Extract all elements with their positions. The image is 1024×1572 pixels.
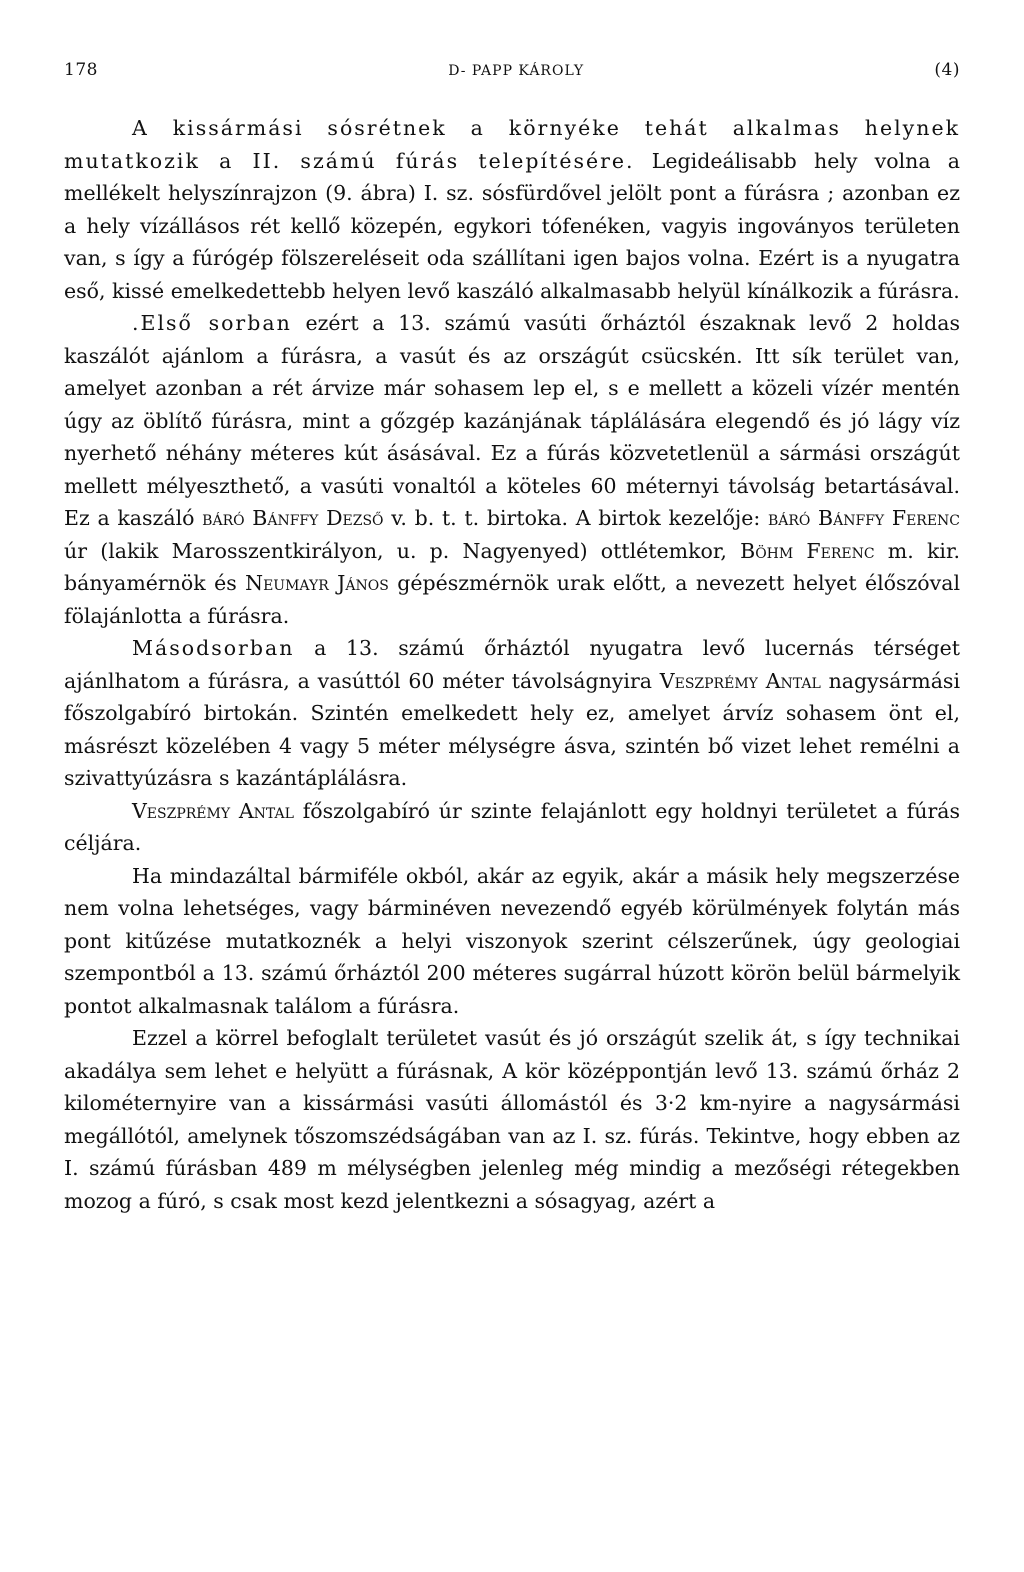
- body-text: [64, 112, 960, 1217]
- paragraph-text: ezért a 13. számú vasúti őrháztól északnak levő 2 holdas kaszálót ajánlom a fúrásra, a vasút és az országút csücskén. Itt sík terület van, amelyet azonban a rét árvize már sohasem lep el, s e mellett a közeli vízér mentén úgy az öblítő fúrásra, mint a gőzgép kazánjának táplálására elegendő és jó lágy víz nyerhető néhány méteres kút ásásával. Ez a fúrás közvetetlenül a sármási országút mellett mélyeszthető, a vasúti vonaltól a köteles 60 méternyi távolság betartásával. Ez a kaszáló: [64, 311, 960, 530]
- paragraph-text: úr (lakik Marosszentkirályon, u. p. Nagyenyed) ottlétemkor,: [64, 538, 741, 563]
- paragraph-text: Legideálisabb hely volna a mellékelt helyszínrajzon (9. ábra) I. sz. sósfürdővel jelölt pont a fúrásra ; azonban ez a hely vízállásos rét kellő közepén, egykori tófenéken, vagyis ingoványos területen van, s így a fúrógép fölszereléseit oda szállítani igen bajos volna. Ezért is a nyugatra eső, kissé emelkedettebb helyen levő kaszáló alkalmasabb helyül kínálkozik a fúrásra.: [64, 148, 961, 303]
- paragraph: [64, 632, 960, 795]
- person-name: Neumayr János: [245, 571, 389, 595]
- person-name: báró Bánffy Dezső: [202, 506, 384, 530]
- paragraph-text: a 13. számú őrháztól nyugatra levő lucernás térséget ajánlhatom a fúrásra, a vasúttól 60 méter távolságnyira: [64, 636, 960, 693]
- paragraph: [64, 795, 960, 860]
- paragraph: [64, 307, 960, 632]
- paragraph-text: m. kir. bányamérnök és: [64, 538, 961, 595]
- section-number: (4): [934, 60, 960, 80]
- paragraph-text: Ezzel a körrel befoglalt területet vasút és jó országút szelik át, s így technikai akadálya sem lehet e helyütt a fúrásnak, A kör középpontján levő 13. számú őrház 2 kilométernyire van a kissármási vasúti állomástól és 3·2 km-nyire a nagysármási megállótól, amelynek tőszomszédságában van az I. sz. fúrás. Tekintve, hogy ebben az I. számú fúrásban 489 m mélységben jelenleg még mindig a mezőségi rétegekben mozog a fúró, s csak most kezd jelentkezni a sósagyag, azért a: [64, 1026, 960, 1213]
- person-name: Veszprémy Antal: [132, 798, 294, 823]
- paragraph-text: Ha mindazáltal bármiféle okból, akár az egyik, akár a másik hely megszerzése nem volna lehetséges, vagy bárminéven nevezendő egyéb körülmények folytán más pont kitűzése mutatkoznék a helyi viszonyok szerint célszerűnek, úgy geologiai szempontból a 13. számú őrháztól 200 méteres sugárral húzott körön belül bármelyik pontot alkalmasnak találom a fúrásra.: [64, 863, 960, 1018]
- paragraph-text: nagysármási főszolgabíró birtokán. Szintén emelkedett hely ez, amelyet árvíz sohasem önt el, másrészt közelében 4 vagy 5 méter mélységre ásva, szintén bő vizet lehet remélni a szivattyúzásra s kazántáplálásra.: [64, 668, 960, 790]
- emphasis-text: Másodsorban: [132, 636, 295, 660]
- paragraph-text: főszolgabíró úr szinte felajánlott egy holdnyi területet a fúrás céljára.: [64, 798, 960, 855]
- paragraph-text: gépészmérnök urak előtt, a nevezett helyet élőszóval fölajánlotta a fúrásra.: [64, 571, 961, 628]
- person-name: Veszprémy Antal: [659, 668, 821, 693]
- page-header: [64, 60, 960, 80]
- person-name: báró Bánffy Ferenc: [767, 506, 961, 530]
- paragraph-text: v. b. t. t. birtoka. A birtok kezelője:: [383, 506, 768, 530]
- emphasis-text: A kissármási sósrétnek a környéke tehát alkalmas helynek mutatkozik a II. számú fúrás telepítésére.: [64, 116, 960, 173]
- running-title: D- PAPP KÁROLY: [448, 63, 585, 79]
- paragraph: [64, 860, 960, 1023]
- person-name: Böhm Ferenc: [740, 538, 875, 563]
- emphasis-text: .Első sorban: [132, 311, 292, 335]
- paragraph: [64, 112, 960, 307]
- page-number: 178: [64, 60, 98, 80]
- paragraph: [64, 1022, 960, 1217]
